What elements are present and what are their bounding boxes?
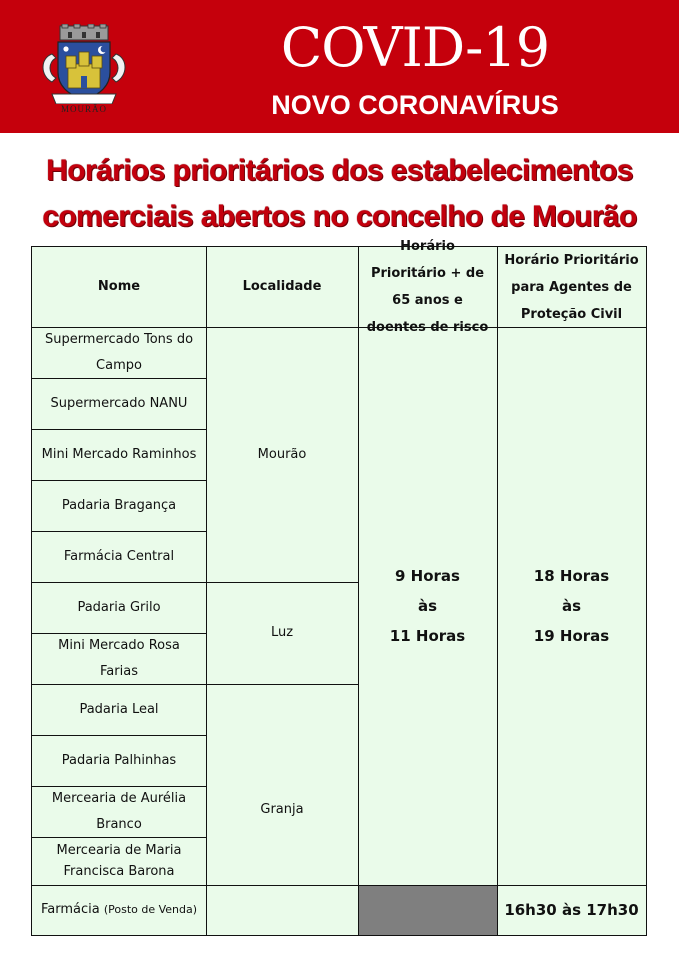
divider <box>32 633 206 634</box>
divider <box>32 786 206 787</box>
divider <box>497 247 498 935</box>
seniors-hours-to: 11 Horas <box>389 627 466 645</box>
seniors-hours-sep: às <box>417 597 438 615</box>
banner-subtitle: NOVO CORONAVÍRUS <box>271 90 559 120</box>
row-name-pharmacy: Farmácia <box>40 902 100 917</box>
page-heading <box>0 148 679 240</box>
crest-caption: MOURÃO <box>60 104 107 114</box>
civil-hours-to: 19 Horas <box>533 627 610 645</box>
civil-hours <box>497 327 646 885</box>
divider <box>358 247 359 935</box>
row-name: Mercearia de Aurélia Branco <box>51 790 187 832</box>
locality-mourao: Mourão <box>257 446 307 462</box>
row-name: Mercearia de Maria Francisca Barona <box>56 843 182 879</box>
divider <box>32 531 206 532</box>
locality-granja: Granja <box>260 801 304 817</box>
row-name: Supermercado Tons do Campo <box>44 331 194 373</box>
divider <box>206 247 207 935</box>
row-name-last <box>32 885 206 935</box>
divider <box>32 684 358 685</box>
divider <box>32 378 206 379</box>
seniors-hours <box>358 327 497 885</box>
header-civil: Horário Prioritário para Agentes de Proteção Civil <box>504 252 639 322</box>
row-name: Farmácia Central <box>63 548 175 564</box>
row-name: Padaria Leal <box>79 701 159 717</box>
pharmacy-civil-hours: 16h30 às 17h30 <box>504 901 639 919</box>
unavailable-cell <box>358 885 497 935</box>
header-banner <box>0 0 679 133</box>
row-name: Mini Mercado Raminhos <box>41 446 197 462</box>
heading-line-2: comerciais abertos no concelho de Mourão <box>42 200 637 233</box>
header-seniors: Horário Prioritário + de 65 anos e doentes de risco <box>366 239 489 335</box>
divider <box>32 480 206 481</box>
divider <box>32 429 206 430</box>
divider <box>32 327 646 328</box>
civil-hours-sep: às <box>561 597 582 615</box>
divider <box>32 885 646 886</box>
header-name: Nome <box>97 279 141 294</box>
locality-luz: Luz <box>270 625 294 640</box>
divider <box>32 735 206 736</box>
row-name: Padaria Palhinhas <box>61 752 177 768</box>
civil-hours-from: 18 Horas <box>533 567 610 585</box>
row-name: Padaria Grilo <box>77 599 161 615</box>
banner-title: COVID-19 <box>280 16 550 79</box>
divider <box>32 582 358 583</box>
row-name: Padaria Bragança <box>61 497 177 513</box>
row-name: Supermercado NANU <box>50 395 188 411</box>
heading-line-1: Horários prioritários dos estabelecimentos <box>46 154 633 187</box>
seniors-hours-from: 9 Horas <box>395 567 460 585</box>
divider <box>32 837 206 838</box>
row-name-note: (Posto de Venda) <box>103 903 198 916</box>
header-locality: Localidade <box>242 279 322 294</box>
row-name: Mini Mercado Rosa Farias <box>58 637 180 679</box>
mourao-crest-icon <box>38 24 130 120</box>
schedule-table <box>31 239 647 936</box>
